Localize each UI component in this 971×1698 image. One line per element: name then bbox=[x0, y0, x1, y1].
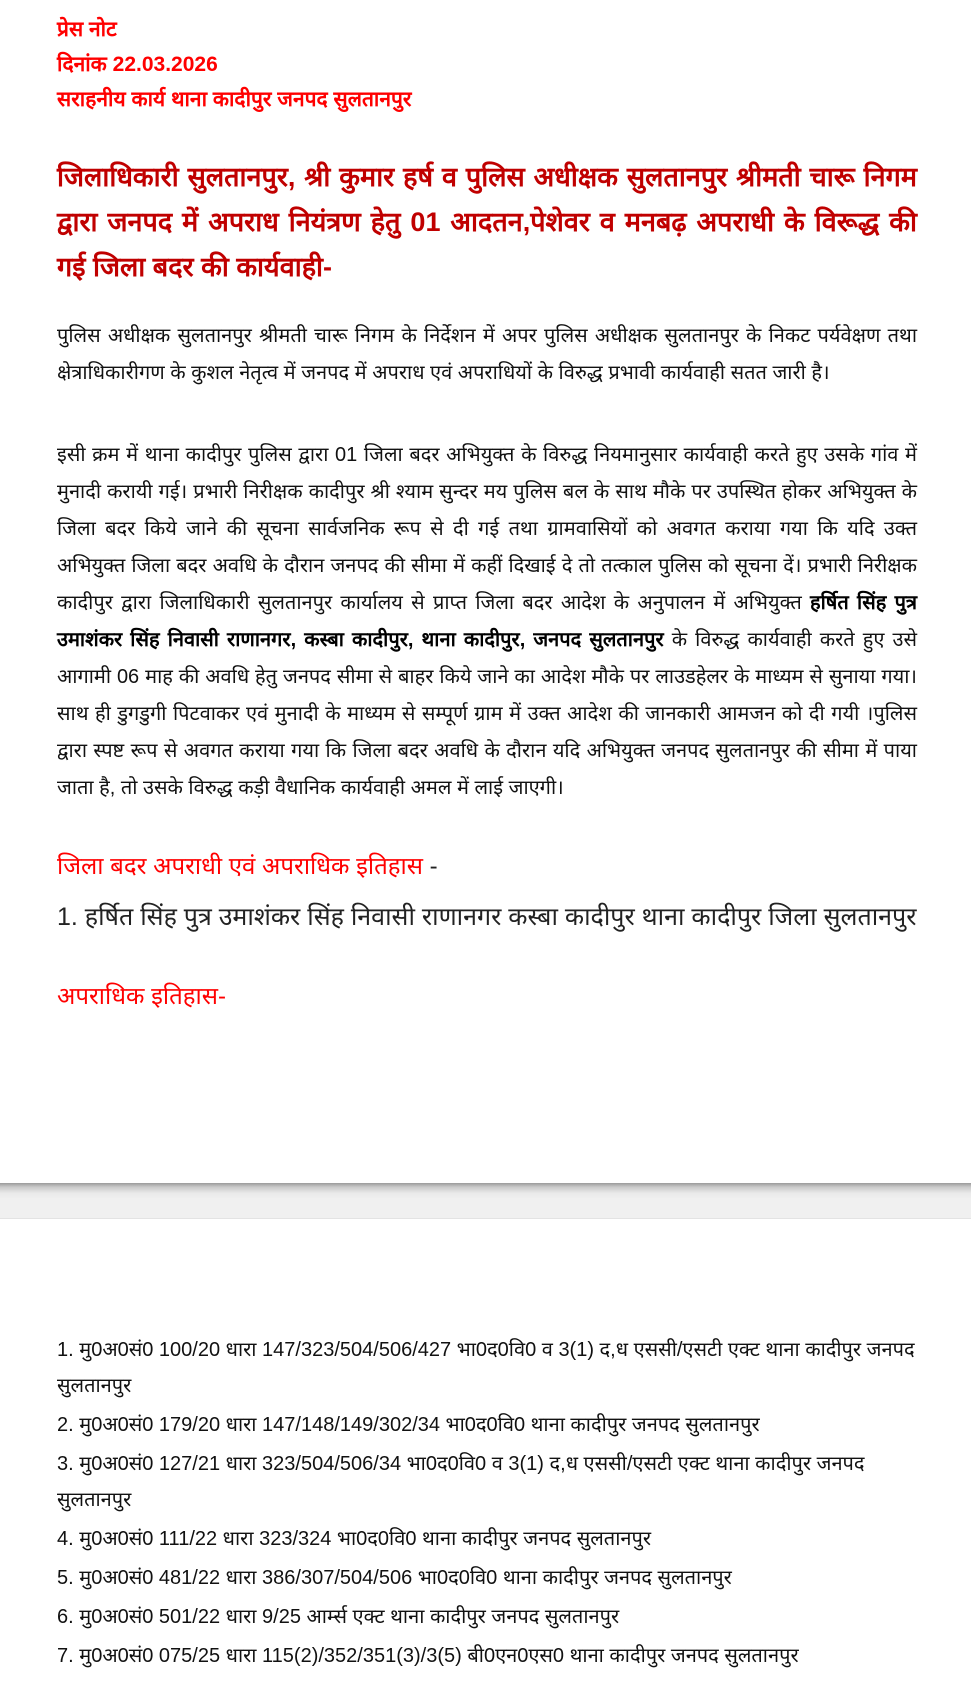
paragraph-action-before: इसी क्रम में थाना कादीपुर पुलिस द्वारा 01 जिला बदर अभियुक्त के विरुद्ध नियमानुसार कार्यवाही करते हुए उसके गांव में मुनादी करायी गई। प्रभारी निरीक्षक कादीपुर श्री श्याम सुन्दर मय पुलिस बल के साथ मौके पर उपस्थित होकर अभियुक्त के जिला बदर किये जाने की सूचना सार्वजनिक रूप से दी गई तथा ग्रामवासियों को अवगत कराया गया कि यदि उक्त अभियुक्त जिला बदर अवधि के दौरान जनपद की सीमा में कहीं दिखाई दे तो तत्काल पुलिस को सूचना दें। प्रभारी निरीक्षक कादीपुर द्वारा जिलाधिकारी सुलतानपुर कार्यालय से प्राप्त जिला बदर आदेश के अनुपालन में अभियुक्त bbox=[57, 444, 917, 614]
criminal-history-heading bbox=[57, 850, 917, 884]
commendable-work-line: सराहनीय कार्य थाना कादीपुर जनपद सुलतानपुर bbox=[57, 88, 412, 111]
case-item: 7. मु0अ0सं0 075/25 धारा 115(2)/352/351(3)/3(5) बी0एन0एस0 थाना कादीपुर जनपद सुलतानपुर bbox=[57, 1645, 799, 1667]
paragraph-supervision: पुलिस अधीक्षक सुलतानपुर श्रीमती चारू निगम के निर्देशन में अपर पुलिस अधीक्षक सुलतानपुर के निकट पर्यवेक्षण तथा क्षेत्राधिकारीगण के कुशल नेतृत्व में जनपद में अपराध एवं अपराधियों के विरुद्ध प्रभावी कार्यवाही सतत जारी है। bbox=[57, 325, 917, 384]
criminal-history-heading-dash: - bbox=[422, 853, 438, 880]
date-line: दिनांक 22.03.2026 bbox=[57, 53, 218, 76]
criminal-history-heading-text: जिला बदर अपराधी एवं अपराधिक इतिहास bbox=[57, 853, 423, 880]
offender-name-bold: हर्षित सिंह पुत्र उमाशंकर सिंह निवासी राणानगर, कस्बा कादीपुर, थाना कादीपुर, जनपद सुलतानपुर bbox=[57, 592, 917, 651]
press-note-title: प्रेस नोट bbox=[57, 18, 117, 41]
case-item: 1. मु0अ0सं0 100/20 धारा 147/323/504/506/427 भा0द0वि0 व 3(1) द,ध एससी/एसटी एक्ट थाना कादीपुर जनपद सुलतानपुर bbox=[57, 1339, 915, 1397]
case-item: 4. मु0अ0सं0 111/22 धारा 323/324 भा0द0वि0 थाना कादीपुर जनपद सुलतानपुर bbox=[57, 1528, 652, 1550]
case-item: 5. मु0अ0सं0 481/22 धारा 386/307/504/506 भा0द0वि0 थाना कादीपुर जनपद सुलतानपुर bbox=[57, 1567, 732, 1589]
press-note-header bbox=[57, 12, 917, 117]
paragraph-action bbox=[57, 437, 917, 807]
case-item: 6. मु0अ0सं0 501/22 धारा 9/25 आर्म्स एक्ट थाना कादीपुर जनपद सुलतानपुर bbox=[57, 1606, 620, 1628]
criminal-history-subheading: अपराधिक इतिहास- bbox=[57, 983, 226, 1010]
offender-detail-line: 1. हर्षित सिंह पुत्र उमाशंकर सिंह निवासी राणानगर कस्बा कादीपुर थाना कादीपुर जिला सुलतानपुर bbox=[57, 903, 917, 931]
case-item: 2. मु0अ0सं0 179/20 धारा 147/148/149/302/34 भा0द0वि0 थाना कादीपुर जनपद सुलतानपुर bbox=[57, 1414, 760, 1436]
page-separator bbox=[0, 1183, 971, 1219]
headline: जिलाधिकारी सुलतानपुर, श्री कुमार हर्ष व पुलिस अधीक्षक सुलतानपुर श्रीमती चारू निगम द्वारा जनपद में अपराध नियंत्रण हेतु 01 आदतन,पेशेवर व मनबढ़ अपराधी के विरूद्ध की गई जिला बदर की कार्यवाही- bbox=[57, 162, 917, 282]
paragraph-action-after: के विरुद्ध कार्यवाही करते हुए उसे आगामी 06 माह की अवधि हेतु जनपद सीमा से बाहर किये जाने का आदेश मौके पर लाउडहेलर के माध्यम से सुनाया गया। साथ ही डुगडुगी पिटवाकर एवं मुनादी के माध्यम से सम्पूर्ण ग्राम में उक्त आदेश की जानकारी आमजन को दी गयी ।पुलिस द्वारा स्पष्ट रूप से अवगत कराया गया कि जिला बदर अवधि के दौरान यदि अभियुक्त जनपद सुलतानपुर की सीमा में पाया जाता है, तो उसके विरुद्ध कड़ी वैधानिक कार्यवाही अमल में लाई जाएगी। bbox=[57, 629, 917, 799]
case-list bbox=[57, 1332, 917, 1677]
case-item: 3. मु0अ0सं0 127/21 धारा 323/504/506/34 भा0द0वि0 व 3(1) द,ध एससी/एसटी एक्ट थाना कादीपुर जनपद सुलतानपुर bbox=[57, 1453, 865, 1511]
